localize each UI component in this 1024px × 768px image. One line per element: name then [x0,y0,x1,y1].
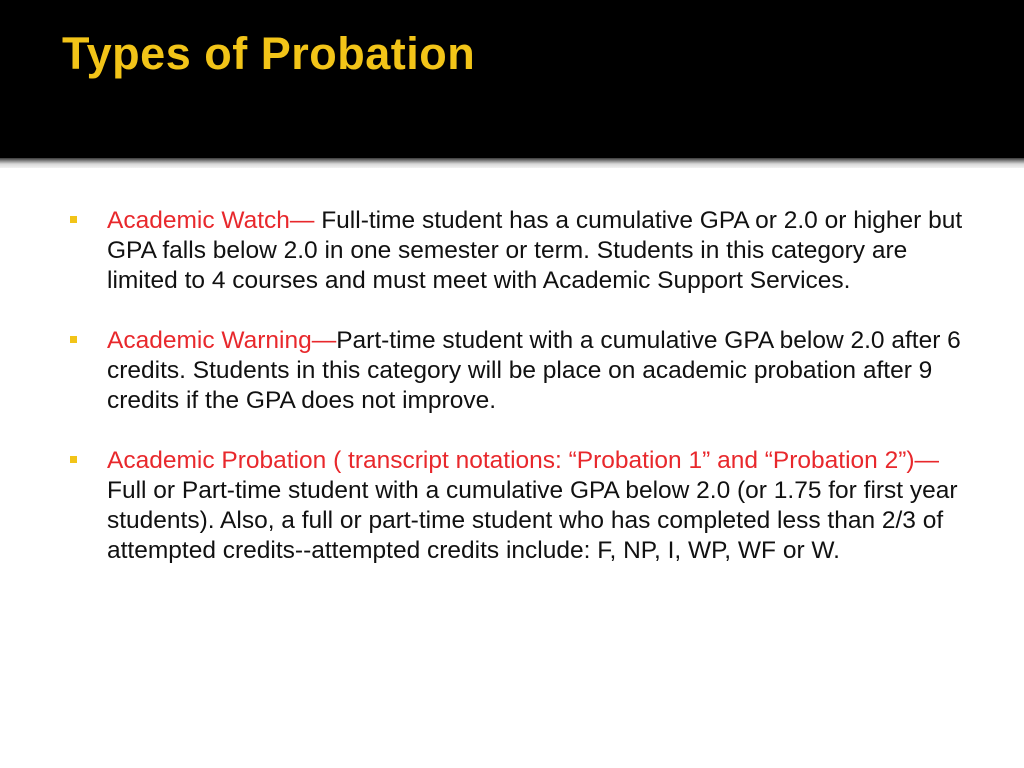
bullet-list [70,206,970,596]
bullet-description: Part-time student with a cumulative GPA below 2.0 after 6 credits. Students in this category will be place on academic probation after 9 credits if the GPA does not improve. [107,327,961,414]
bullet-term: Academic Watch— [107,207,322,234]
square-bullet-icon [70,456,77,463]
square-bullet-icon [70,216,77,223]
slide-title: Types of Probation [62,28,476,79]
bullet-term: Academic Probation ( transcript notations: “Probation 1” and “Probation 2”)— [107,447,940,474]
bullet-academic-probation [70,446,970,566]
title-bar [0,0,1024,158]
bullet-academic-warning [70,326,970,416]
title-divider [0,158,1024,168]
bullet-term: Academic Warning— [107,327,337,354]
bullet-academic-watch [70,206,970,296]
bullet-description: Full-time student has a cumulative GPA or 2.0 or higher but GPA falls below 2.0 in one semester or term. Students in this category are limited to 4 courses and must meet with Academic Support Services. [107,207,963,294]
square-bullet-icon [70,336,77,343]
bullet-description: Full or Part-time student with a cumulative GPA below 2.0 (or 1.75 for first year students). Also, a full or part-time student who has completed less than 2/3 of attempted credits--attempted credits include: F, NP, I, WP, WF or W. [107,477,958,564]
